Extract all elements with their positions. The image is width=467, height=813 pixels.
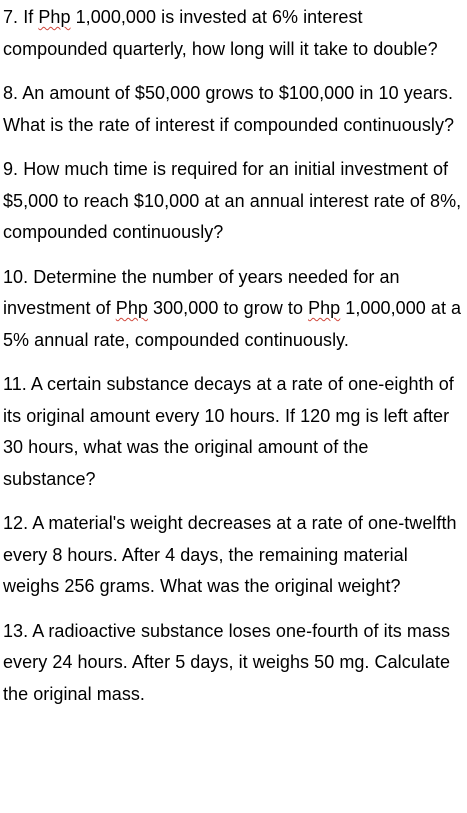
- problem-text: Determine the number of years needed for an investment of: [3, 266, 400, 318]
- document-body: [3, 2, 465, 723]
- problem-text: 1,000,000 is invested at 6% interest compounded quarterly, how long will it take to double?: [3, 7, 438, 59]
- problem-12: [3, 508, 465, 603]
- problem-text: A radioactive substance loses one-fourth of its mass every 24 hours. After 5 days, it weighs 50 mg. Calculate the original mass.: [3, 620, 451, 704]
- problem-text: A material's weight decreases at a rate of one-twelfth every 8 hours. After 4 days, the remaining material weighs 256 grams. What was the original weight?: [3, 513, 457, 596]
- problem-text: An amount of $50,000 grows to $100,000 in 10 years. What is the rate of interest if compounded continuously?: [3, 83, 455, 135]
- problem-text: How much time is required for an initial investment of $5,000 to reach $10,000 at an annual interest rate of 8%, compounded continuously?: [3, 159, 462, 242]
- problem-number: 13.: [3, 620, 29, 641]
- problem-10: [3, 262, 465, 357]
- problem-number: 8.: [3, 83, 19, 103]
- problem-text: 1,000,000 at a 5% annual rate, compounded continuously.: [3, 298, 462, 350]
- problem-text: A certain substance decays at a rate of one-eighth of its original amount every 10 hours. If 120 mg is left after 30 hours, what was the original amount of the substance?: [3, 374, 454, 489]
- problem-number: 7.: [3, 7, 19, 27]
- problem-text: 300,000 to grow to: [147, 298, 309, 318]
- problem-number: 12.: [3, 513, 29, 533]
- problem-number: 11.: [3, 374, 27, 394]
- problem-number: 9.: [3, 159, 19, 179]
- misspelled-word[interactable]: Php: [38, 7, 71, 27]
- problem-11: [3, 369, 465, 495]
- problem-text: If: [23, 7, 39, 27]
- problem-13: [3, 616, 465, 711]
- problem-9: [3, 154, 465, 249]
- problem-8: [3, 78, 465, 141]
- problem-number: 10.: [3, 266, 29, 287]
- problem-7: [3, 2, 465, 65]
- misspelled-word[interactable]: Php: [115, 298, 148, 318]
- misspelled-word[interactable]: Php: [308, 298, 341, 318]
